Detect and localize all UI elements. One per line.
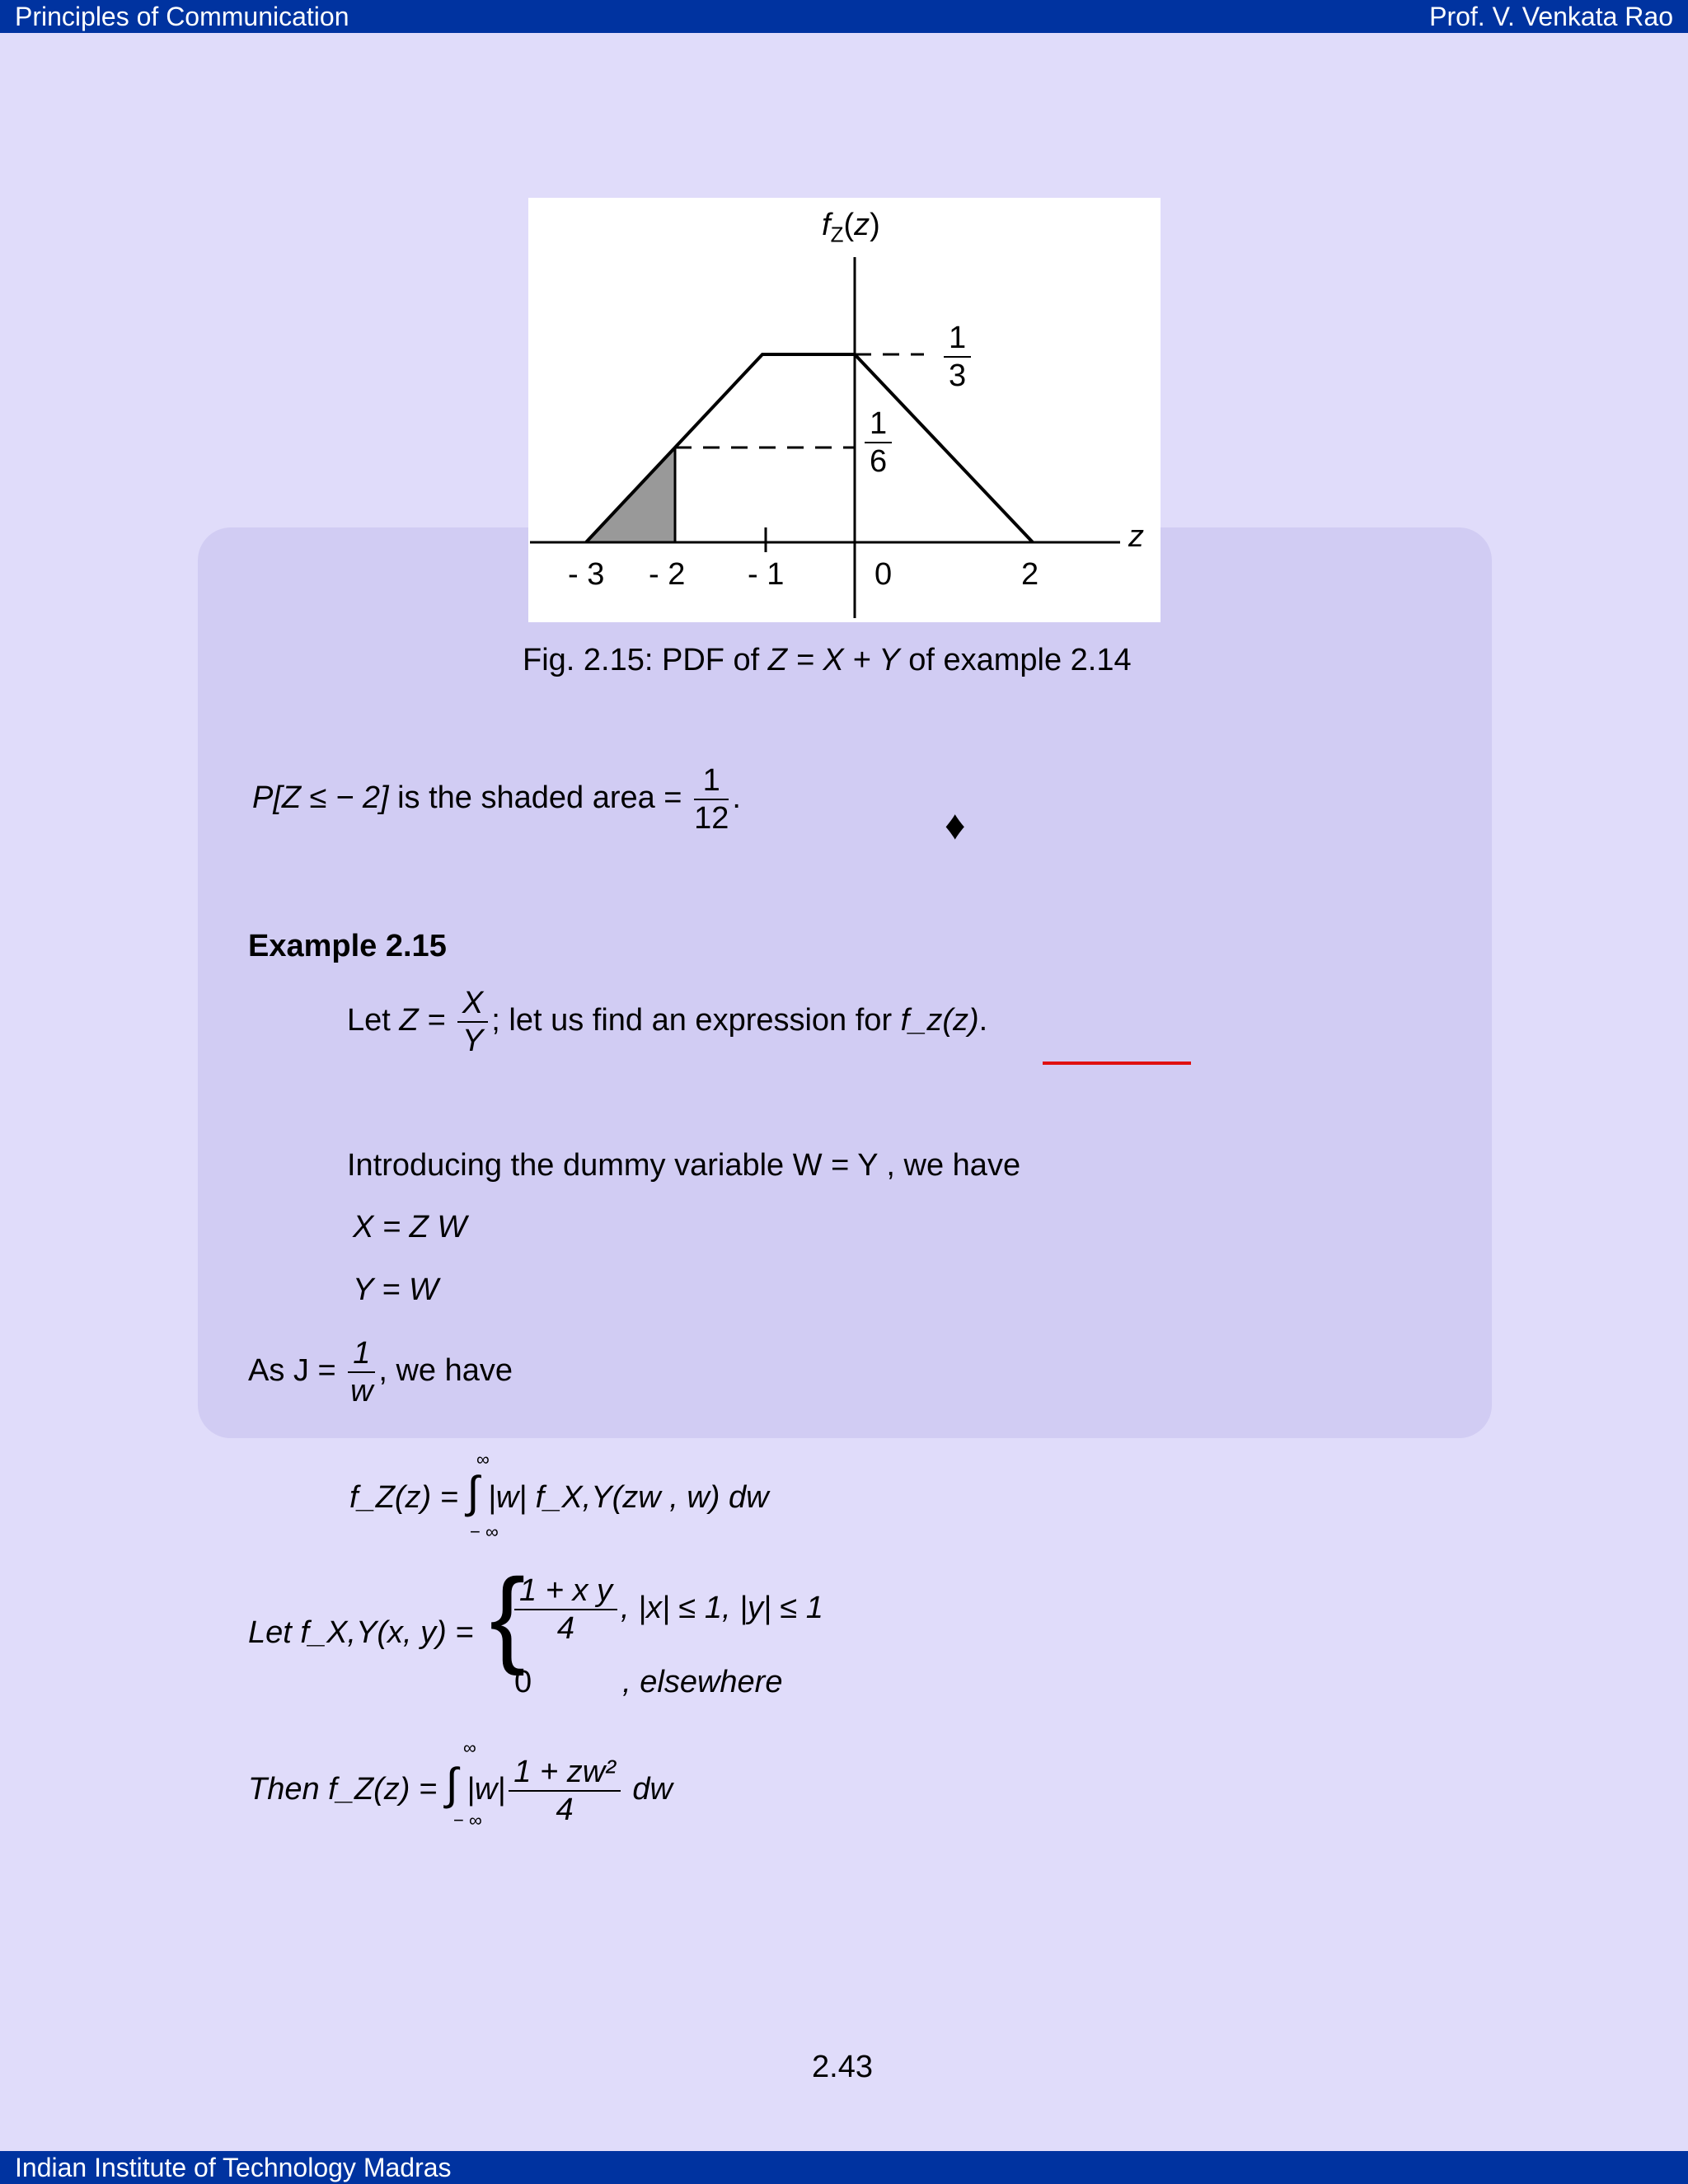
end-marker-icon: ♦ [945, 802, 966, 848]
joint-pdf-lhs: Let f_X,Y(x, y) = [248, 1615, 474, 1650]
case-2: 0 , elsewhere [514, 1665, 783, 1699]
cases-brace: { [490, 1556, 526, 1676]
y-axis-label: $f_Z(z)$ [822, 208, 880, 247]
tick-label-minus-2: - 2 [649, 557, 686, 592]
equation-y: Y = W [353, 1272, 438, 1307]
dummy-variable-line: Introducing the dummy variable W = Y , we have [347, 1148, 1021, 1183]
red-underline [1043, 1062, 1191, 1065]
tick-label-0: 0 [874, 557, 893, 592]
tick-label-minus-1: - 1 [748, 557, 785, 592]
x-axis-label: z [1128, 519, 1144, 554]
jacobian-line: As J = $\frac{1}{w}$ , we have [248, 1336, 513, 1408]
figure-caption: Fig. 2.15: PDF of Z = X + Y of example 2.14 [523, 643, 1132, 677]
integral-lower-limit: − ∞ [470, 1521, 499, 1542]
case-1: $\frac{\text{1 + x y}}{4}$ , |x| ≤ 1, |y| ≤ 1 [511, 1572, 823, 1647]
probability-line: P[Z ≤ − 2] is the shaded area = $\frac{1}{12}$ . [252, 763, 741, 836]
tick-label-2: 2 [1021, 557, 1039, 592]
then-upper-limit: ∞ [463, 1737, 476, 1758]
footer-institute: Indian Institute of Technology Madras [15, 2153, 452, 2182]
let-z-line: Let Z = $\frac{X}{Y}$ ; let us find an expression for f_z(z). [347, 986, 988, 1058]
header-author: Prof. V. Venkata Rao [1429, 2, 1673, 31]
pdf-chart [528, 198, 1160, 622]
header-title: Principles of Communication [15, 2, 349, 31]
header-bar [0, 0, 1688, 33]
page-number: 2.43 [812, 2050, 873, 2084]
example-title: Example 2.15 [248, 929, 447, 963]
integral-fz: f_Z(z) = ∫ |w| f_X,Y(zw , w) dw [349, 1468, 769, 1517]
tick-label-minus-3: - 3 [568, 557, 605, 592]
then-line: Then f_Z(z) = ∫ |w| $\frac{\text{1 + zw²}}{4}$ dw [248, 1755, 673, 1827]
footer-bar [0, 2151, 1688, 2184]
label-one-third: $\frac{1}{3}$ [940, 320, 974, 394]
label-one-sixth: $\frac{1}{6}$ [861, 405, 895, 480]
pdf-figure [528, 198, 1160, 622]
then-lower-limit: − ∞ [453, 1810, 482, 1830]
integral-upper-limit: ∞ [476, 1449, 490, 1469]
equation-x: X = Z W [353, 1210, 467, 1244]
